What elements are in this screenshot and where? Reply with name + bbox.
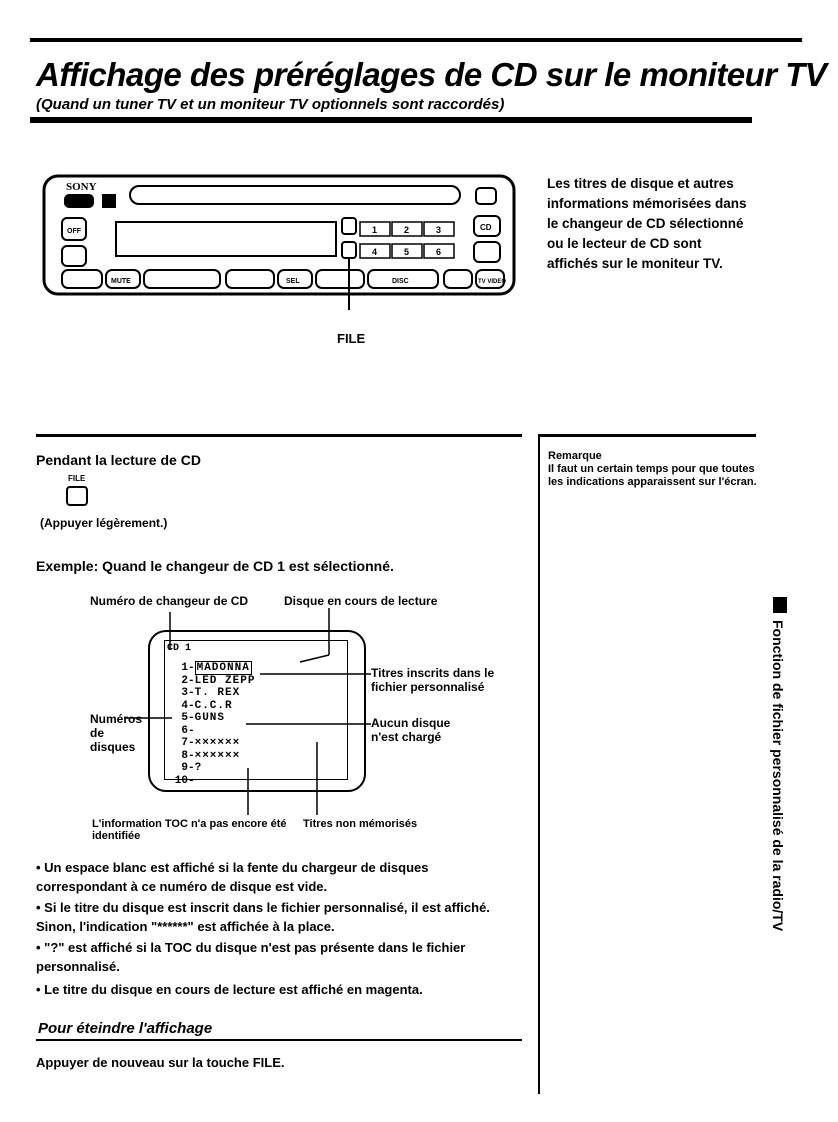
svg-text:3: 3 [436,225,442,235]
tv-row-dash: - [188,762,195,774]
note-heading: Remarque [548,450,602,462]
sidebar-section-title: Fonction de fichier personnalisé de la radio/TV [770,620,786,932]
tv-row-number: 2 [181,674,188,687]
press-note: (Appuyer légèrement.) [40,516,168,530]
turn-off-heading: Pour éteindre l'affichage [38,1020,213,1037]
label-toc: L'information TOC n'a pas encore été identifiée [92,818,287,842]
bullet-2: • Si le titre du disque est inscrit dans le fichier personnalisé, il est affiché. Sinon, l'indication "******" est affichée à la place. [36,900,490,934]
file-callout: FILE [337,331,366,346]
tv-row-dash: - [188,674,195,687]
svg-text:MUTE: MUTE [111,278,131,285]
tv-row-number: 5 [181,712,188,724]
tv-row-number: 8 [181,749,188,762]
svg-text:6: 6 [436,247,442,257]
bullet-1: • Un espace blanc est affiché si la fente du chargeur de disques correspondant à ce numéro de disque est vide. [36,860,429,894]
cd-tag: CD 1 [167,643,192,654]
tv-row-dash: - [188,749,195,762]
turn-off-rule [36,1039,522,1041]
turn-off-text: Appuyer de nouveau sur la touche FILE. [36,1055,285,1070]
tv-row-number: 9 [181,762,188,774]
bullet-4: • Le titre du disque en cours de lecture est affiché en magenta. [36,982,423,997]
label-no-disc: Aucun disque n'est chargé [371,716,451,744]
label-disc-numbers: Numéros de disques [90,712,143,754]
tv-row-title: T. REX [194,687,241,699]
tv-row-dash: - [188,687,195,699]
page-title: Affichage des préréglages de CD sur le moniteur TV [36,56,827,93]
tv-row-number: 4 [181,699,188,712]
label-titles-file: Titres inscrits dans le fichier personnalisé [371,666,495,694]
svg-text:DISC: DISC [392,278,409,285]
tv-row-title: C.C.R [194,699,233,712]
tv-row-dash: - [188,712,195,724]
tv-row-number: 6 [181,724,188,737]
svg-text:2: 2 [404,225,410,235]
tv-row-dash: - [188,724,195,737]
svg-text:5: 5 [404,247,410,257]
file-button-label: FILE [68,474,86,483]
tv-row-dash: - [188,737,195,749]
tv-row-number: 7 [181,737,188,749]
note-text: Il faut un certain temps pour que toutes les indications apparaissent sur l'écran. [548,463,757,488]
sidebar-marker [773,597,787,613]
tv-row-title: GUNS [194,712,226,724]
label-changer-number: Numéro de changeur de CD [90,594,249,608]
label-not-memorized: Titres non mémorisés [303,818,418,830]
svg-text:TV VIDEO: TV VIDEO [478,279,507,285]
tv-row-number: 1 [181,662,188,674]
column-divider [538,434,540,1094]
tv-row-dash: - [188,699,195,712]
right-rule [540,434,756,437]
tv-row-title: MADONNA [196,662,250,674]
during-heading: Pendant la lecture de CD [36,452,201,468]
example-heading: Exemple: Quand le changeur de CD 1 est sélectionné. [36,558,394,574]
tv-row-title: ×××××× [194,749,241,762]
label-disc-playing: Disque en cours de lecture [284,594,438,608]
tv-row-title: ×××××× [194,737,241,749]
description-text: Les titres de disque et autres informations mémorisées dans le changeur de CD sélectionné ou le lecteur de CD sont affichés sur le moniteur TV. [547,176,747,271]
tv-row-title: ? [194,762,203,774]
tv-row-dash: - [188,774,195,787]
svg-text:1: 1 [372,225,378,235]
tv-row-number: 10 [174,774,188,787]
off-button-label: OFF [67,228,81,235]
tv-row-dash: - [188,662,195,674]
bullet-3: • "?" est affiché si la TOC du disque n'est pas présente dans le fichier personnalisé. [36,940,466,974]
svg-text:CD: CD [480,223,492,232]
svg-text:4: 4 [372,247,378,257]
svg-text:SEL: SEL [286,278,300,285]
tv-row-title: LED ZEPP [194,674,256,687]
brand-logo: SONY [66,181,97,193]
tv-row-number: 3 [181,687,188,699]
page-subtitle: (Quand un tuner TV et un moniteur TV optionnels sont raccordés) [36,96,505,113]
